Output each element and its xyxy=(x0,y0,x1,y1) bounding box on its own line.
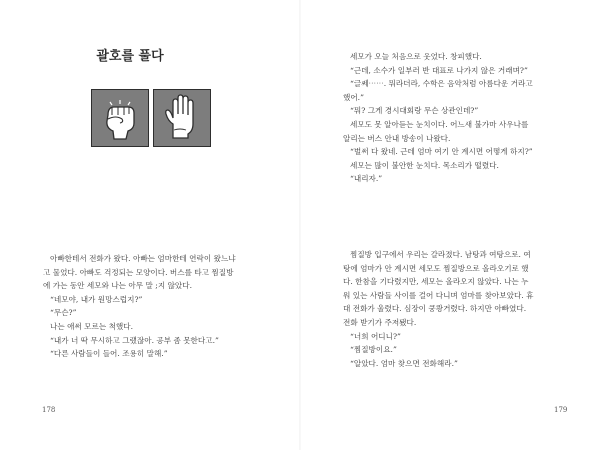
body-line: 전화 받기가 주저됐다. xyxy=(343,317,417,327)
body-line: 세모도 못 알아듣는 눈치이다. 어느새 불가마 사우나를 xyxy=(350,119,529,129)
body-line: 워 있는 사람들 사이를 걸어 다니며 엄마를 찾아보았다. 휴 xyxy=(343,290,534,300)
chapter-illustration xyxy=(91,89,211,147)
body-line: 고 물었다. 아빠도 걱정되는 모양이다. 버스를 타고 찜질방 xyxy=(43,267,234,277)
body-line: 대 전화가 울렸다. 심장이 쿵쾅거렸다. 하지만 아빠였다. xyxy=(343,304,527,314)
right-page-body-bottom xyxy=(343,248,573,370)
body-line: 찜질방 입구에서 우리는 갈라졌다. 남탕과 여탕으로. 여 xyxy=(350,250,531,259)
left-page-body xyxy=(43,252,263,361)
body-line: 다. 한참을 기다렸지만, 세모는 올라오지 않았다. 나는 누 xyxy=(343,277,529,287)
open-hand-icon xyxy=(160,94,204,142)
chapter-title: 괄호를 풀다 xyxy=(96,49,164,64)
right-page xyxy=(300,0,600,450)
body-line: 세모가 오늘 처음으로 웃었다. 창피했다. xyxy=(350,52,482,61)
illustration-panel-left xyxy=(91,89,149,147)
body-line: 탕에 엄마가 안 계시면 세모도 찜질방으로 올라오기로 했 xyxy=(343,263,529,273)
body-line: 아빠한테서 전화가 왔다. 아빠는 엄마한테 연락이 왔느냐 xyxy=(50,254,236,263)
right-page-body-top xyxy=(343,50,573,186)
body-line: “글쎄⋯⋯. 뭐라더라, 수학은 음악처럼 아름다운 거라고 xyxy=(350,79,533,89)
body-line: 세모는 많이 불안한 눈치다. 목소리가 떨렸다. xyxy=(350,160,499,170)
body-line: “찜질방이요.” xyxy=(350,345,397,355)
illustration-panel-right xyxy=(153,89,211,147)
body-line: 알리는 버스 안내 방송이 나왔다. xyxy=(343,133,451,143)
body-line: “뭐? 그게 경시대회랑 무슨 상관인데?” xyxy=(350,106,479,116)
page-number-right: 179 xyxy=(554,406,568,414)
body-line: 에 가는 동안 세모와 나는 아무 말 ;지 않았다. xyxy=(43,281,192,291)
body-line: “벌써 다 왔네. 근데 엄마 여기 안 계시면 어떻게 하지?” xyxy=(350,147,533,157)
body-line: 나는 애써 모르는 척했다. xyxy=(50,321,134,331)
fist-hand-icon xyxy=(98,95,142,141)
body-line: 했어.” xyxy=(343,92,364,102)
body-line: “내리자.” xyxy=(350,174,383,184)
page-number-left: 178 xyxy=(42,406,56,414)
body-line: “알았다. 엄마 찾으면 전화해라.” xyxy=(350,358,458,368)
body-line: “내가 너 딱 무시하고 그랬잖아. 공부 좀 못한다고.” xyxy=(50,335,219,345)
body-line: “너희 어디니?” xyxy=(350,331,401,341)
body-line: “네모야, 내가 원망스럽지?” xyxy=(50,294,143,304)
body-line: “근데, 소수가 일부러 반 대표로 나가지 않은 거래며?” xyxy=(350,65,528,75)
body-line: “무슨?” xyxy=(50,308,77,318)
body-line: “다른 사람들이 들어. 조용히 말해.” xyxy=(50,349,168,359)
